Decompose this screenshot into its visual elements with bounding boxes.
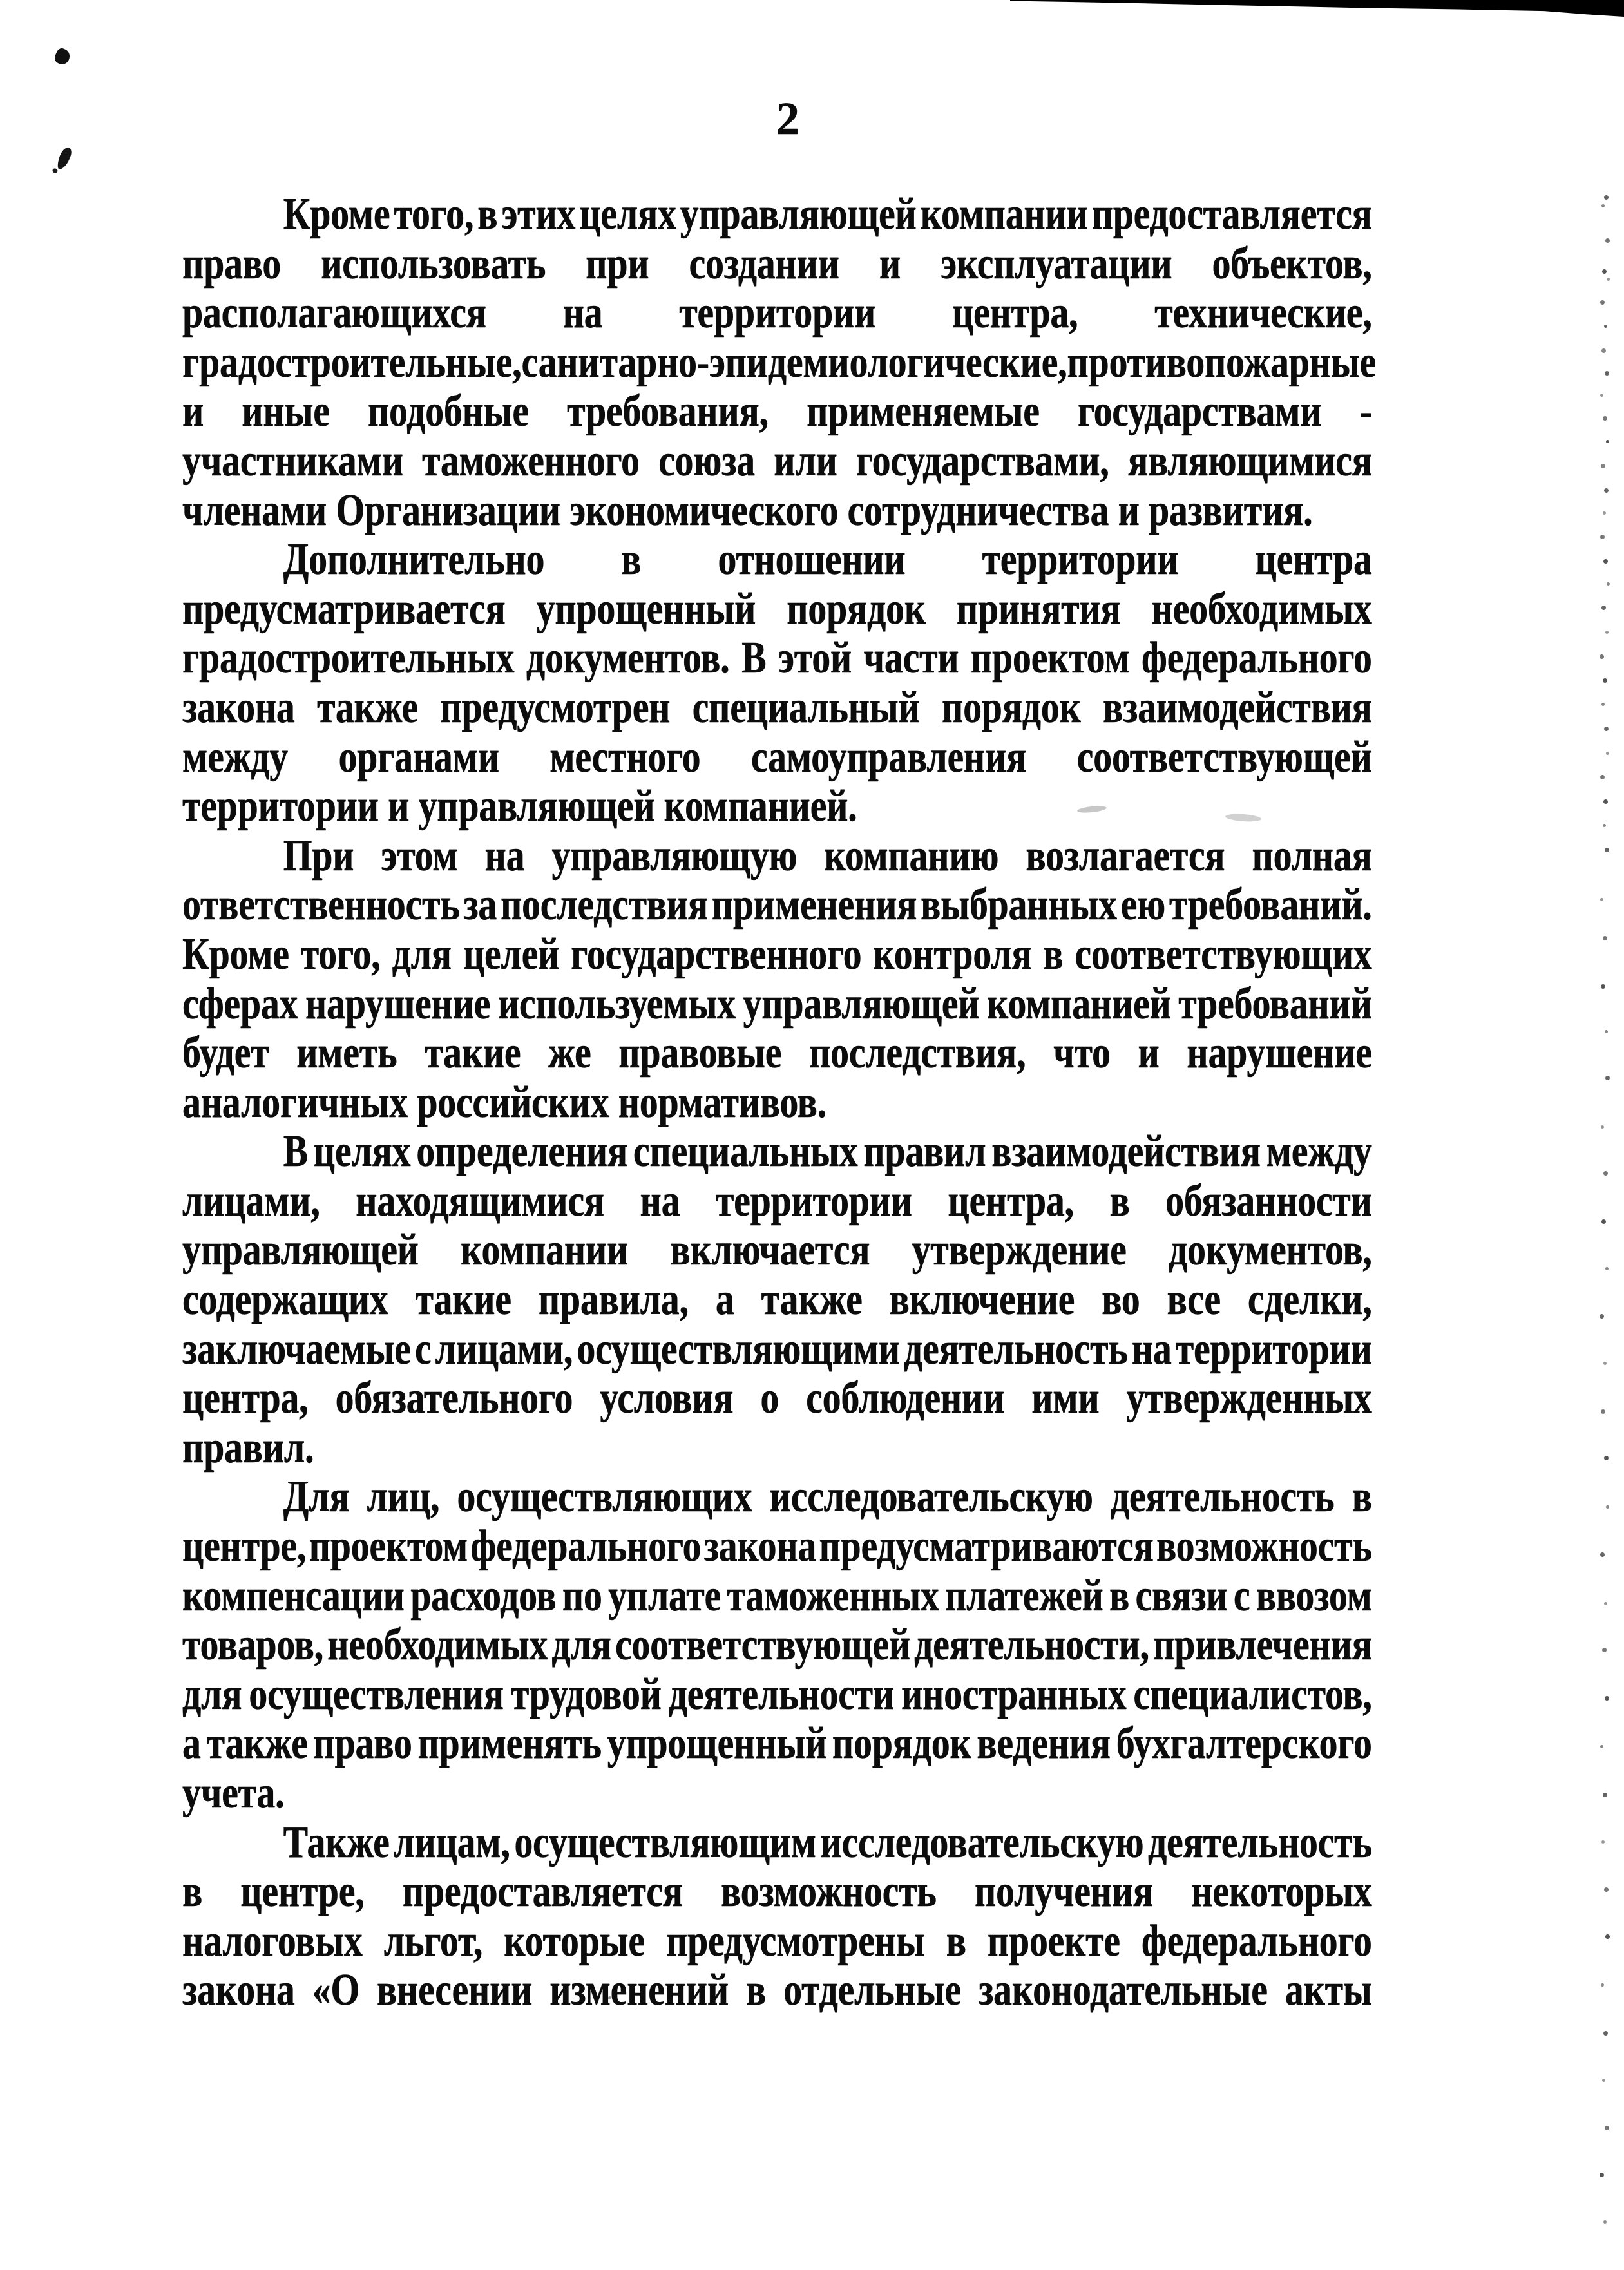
text-line: лицами, находящимися на территории центра, в обязанности bbox=[182, 1176, 1372, 1226]
text-line: центре, проектом федерального закона предусматриваются возможность bbox=[182, 1521, 1372, 1572]
text-line: правил. bbox=[182, 1422, 314, 1473]
paragraph bbox=[182, 535, 1372, 832]
scan-artifact-top-edge-bar bbox=[1010, 0, 1624, 17]
text-line: Кроме того, для целей государственного контроля в соответствующих bbox=[182, 929, 1372, 979]
text-line: между органами местного самоуправления соответствующей bbox=[182, 732, 1372, 782]
text-line: территории и управляющей компанией. bbox=[182, 781, 857, 832]
text-line: градостроительных документов. В этой части проектом федерального bbox=[182, 633, 1372, 683]
text-line: Для лиц, осуществляющих исследовательскую деятельность в bbox=[283, 1472, 1372, 1522]
paragraph bbox=[182, 1818, 1372, 2016]
scan-artifact-right-edge-noise bbox=[0, 0, 2, 2]
text-line: а также право применять упрощенный порядок ведения бухгалтерского bbox=[182, 1719, 1372, 1769]
text-line: товаров, необходимых для соответствующей деятельности, привлечения bbox=[182, 1620, 1372, 1670]
text-line: центра, обязательного условия о соблюдении ими утвержденных bbox=[182, 1373, 1372, 1424]
scan-artifact-ink-speck bbox=[53, 46, 72, 66]
text-line: ответственность за последствия применения выбранных ею требований. bbox=[182, 880, 1372, 930]
text-line: налоговых льгот, которые предусмотрены в проекте федерального bbox=[182, 1916, 1372, 1966]
text-line: Также лицам, осуществляющим исследовательскую деятельность bbox=[283, 1817, 1372, 1867]
text-line: будет иметь такие же правовые последствия, что и нарушение bbox=[182, 1028, 1372, 1078]
text-line: право использовать при создании и эксплуатации объектов, bbox=[182, 238, 1372, 289]
text-line: членами Организации экономического сотрудничества и развития. bbox=[182, 485, 1313, 535]
document-body bbox=[182, 189, 1376, 2016]
text-line: содержащих такие правила, а также включение во все сделки, bbox=[182, 1275, 1372, 1325]
text-line: участниками таможенного союза или государствами, являющимися bbox=[182, 435, 1372, 486]
text-line: и иные подобные требования, применяемые государствами - bbox=[182, 386, 1372, 437]
text-line: компенсации расходов по уплате таможенных платежей в связи с ввозом bbox=[182, 1570, 1372, 1621]
text-line: При этом на управляющую компанию возлагается полная bbox=[283, 830, 1372, 881]
paragraph bbox=[182, 832, 1372, 1128]
text-line: сферах нарушение используемых управляющей компанией требований bbox=[182, 978, 1372, 1029]
text-line: В целях определения специальных правил взаимодействия между bbox=[283, 1127, 1372, 1177]
text-line: аналогичных российских нормативов. bbox=[182, 1077, 826, 1127]
text-line: для осуществления трудовой деятельности иностранных специалистов, bbox=[182, 1669, 1372, 1719]
scan-artifact-ink-speck bbox=[56, 146, 73, 171]
text-line: предусматривается упрощенный порядок принятия необходимых bbox=[182, 584, 1372, 634]
paragraph bbox=[182, 1127, 1372, 1473]
text-line: учета. bbox=[182, 1768, 285, 1818]
text-line: закона «О внесении изменений в отдельные законодательные акты bbox=[182, 1965, 1372, 2016]
text-line: управляющей компании включается утверждение документов, bbox=[182, 1225, 1372, 1275]
text-line: заключаемые с лицами, осуществляющими деятельность на территории bbox=[182, 1324, 1372, 1374]
paragraph bbox=[182, 189, 1376, 535]
text-line: в центре, предоставляется возможность получения некоторых bbox=[182, 1867, 1372, 1917]
text-line: закона также предусмотрен специальный порядок взаимодействия bbox=[182, 682, 1372, 732]
text-line: градостроительные, санитарно-эпидемиологические, противопожарные bbox=[182, 337, 1376, 387]
text-line: Дополнительно в отношении территории центра bbox=[283, 535, 1372, 585]
page-number: 2 bbox=[776, 93, 799, 144]
paragraph bbox=[182, 1473, 1372, 1818]
text-line: располагающихся на территории центра, технические, bbox=[182, 288, 1372, 338]
text-line: Кроме того, в этих целях управляющей компании предоставляется bbox=[283, 189, 1372, 239]
